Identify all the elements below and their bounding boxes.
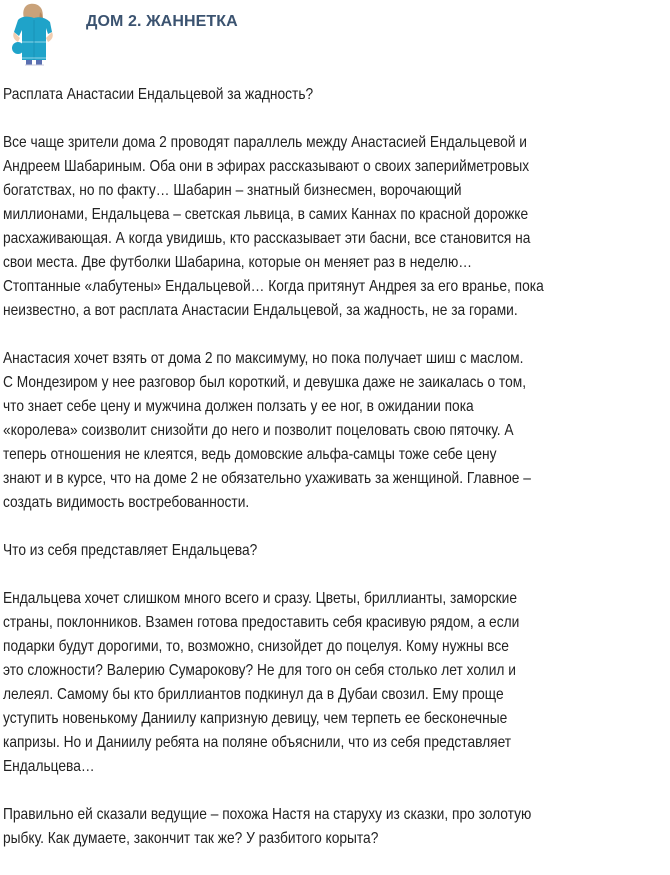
text-line: теперь отношения не клеятся, ведь домовские альфа-самцы тоже себе цену xyxy=(3,446,497,463)
text-line: рыбку. Как думаете, закончит так же? У разбитого корыта? xyxy=(3,830,379,847)
avatar[interactable] xyxy=(6,2,62,68)
text-line: Андреем Шабариным. Оба они в эфирах рассказывают о своих заперийметровых xyxy=(3,158,530,175)
text-line: расхаживающая. А когда увидишь, кто рассказывает эти басни, все становится на xyxy=(3,230,531,247)
text-line: Стоптанные «лабутены» Ендальцевой… Когда притянут Андрея за его вранье, пока xyxy=(3,278,544,295)
post-header xyxy=(0,0,670,72)
text-line: «королева» соизволит снизойти до него и позволит поцеловать свою пяточку. А xyxy=(3,422,514,439)
text-line: Анастасия хочет взять от дома 2 по максимуму, но пока получает шиш с маслом. xyxy=(3,350,524,367)
text-line: свои места. Две футболки Шабарина, которые он меняет раз в неделю… xyxy=(3,254,473,271)
text-line: Ендальцева… xyxy=(3,758,95,775)
text-line: это сложности? Валерию Сумарокову? Не для того он себя столько лет холил и xyxy=(3,662,516,679)
heading-question-2 xyxy=(3,539,669,563)
post-body xyxy=(3,83,669,875)
text-line: что знает себе цену и мужчина должен ползать у ее ног, в ожидании пока xyxy=(3,398,474,415)
text-line: Что из себя представляет Ендальцева? xyxy=(3,542,258,559)
text-line: Все чаще зрители дома 2 проводят параллель между Анастасией Ендальцевой и xyxy=(3,134,527,151)
heading-question-1 xyxy=(3,83,669,107)
text-line: страны, поклонников. Взамен готова предоставить себя красивую рядом, а если xyxy=(3,614,520,631)
paragraph-1 xyxy=(3,131,669,323)
paragraph-3 xyxy=(3,587,669,779)
text-line: знают и в курсе, что на доме 2 не обязательно ухаживать за женщиной. Главное – xyxy=(3,470,531,487)
text-line: богатствах, но по факту… Шабарин – знатный бизнесмен, ворочающий xyxy=(3,182,462,199)
text-line: миллионами, Ендальцева – светская львица, в самих Каннах по красной дорожке xyxy=(3,206,529,223)
text-line: неизвестно, а вот расплата Анастасии Ендальцевой, за жадность, не за горами. xyxy=(3,302,518,319)
text-line: капризы. Но и Даниилу ребята на поляне объяснили, что из себя представляет xyxy=(3,734,512,751)
text-line: создать видимость востребованности. xyxy=(3,494,250,511)
paragraph-2 xyxy=(3,347,669,515)
text-line: Правильно ей сказали ведущие – похожа Настя на старуху из сказки, про золотую xyxy=(3,806,532,823)
text-line: Ендальцева хочет слишком много всего и сразу. Цветы, бриллианты, заморские xyxy=(3,590,517,607)
paragraph-4 xyxy=(3,803,669,851)
group-title[interactable]: ДОМ 2. ЖАННЕТКА xyxy=(86,13,238,30)
text-line: С Мондезиром у нее разговор был короткий, и девушка даже не заикалась о том, xyxy=(3,374,527,391)
avatar-girl-icon xyxy=(6,2,62,68)
text-line: лелеял. Самому бы кто бриллиантов подкинул да в Дубаи свозил. Ему проще xyxy=(3,686,504,703)
text-line: уступить новенькому Даниилу капризную девицу, чем терпеть ее бесконечные xyxy=(3,710,508,727)
text-line: подарки будут дорогими, то, возможно, снизойдет до поцелуя. Кому нужны все xyxy=(3,638,509,655)
text-line: Расплата Анастасии Ендальцевой за жадность? xyxy=(3,86,314,103)
